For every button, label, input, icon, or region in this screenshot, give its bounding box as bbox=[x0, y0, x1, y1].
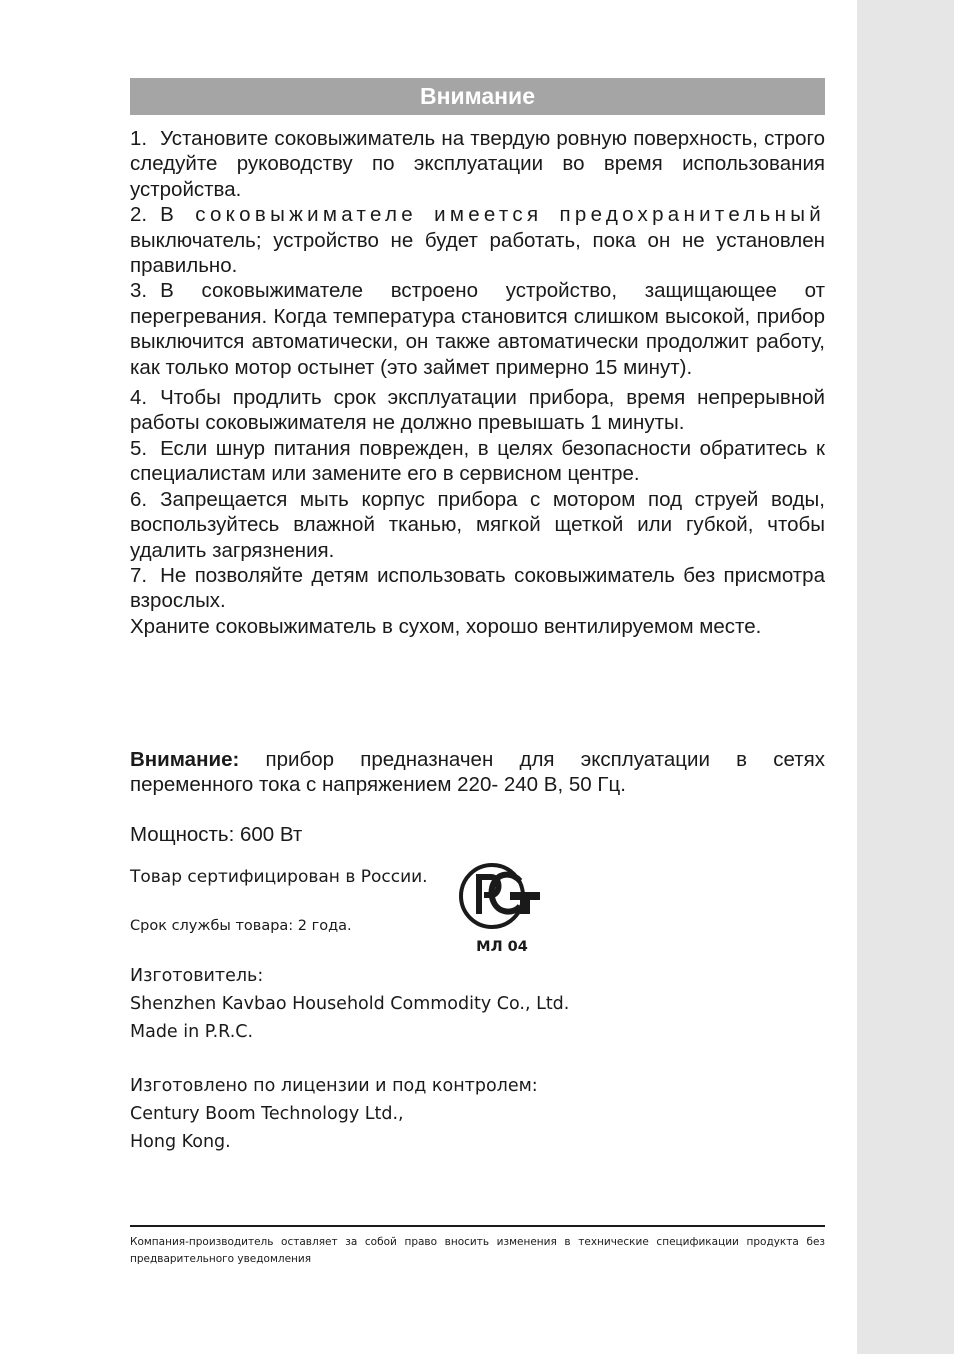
manufacturer-label: Изготовитель: bbox=[130, 966, 264, 986]
manufacturer-block bbox=[130, 962, 569, 1046]
item-text: Запрещается мыть корпус прибора с мотором под струей воды, воспользуйтесь влажной тканью, мягкой щеткой или губкой, чтобы удалить загрязнения. bbox=[130, 487, 825, 562]
item-number: 6. bbox=[130, 487, 148, 511]
license-block bbox=[130, 1072, 538, 1156]
list-item bbox=[130, 385, 825, 436]
certification-code: МЛ 04 bbox=[476, 939, 528, 955]
item-text: Установите соковыжиматель на твердую ровную поверхность, строго следуйте руководству по эксплуатации во время использования устройства. bbox=[130, 127, 825, 201]
warning-text: прибор предназначен для эксплуатации в сетях переменного тока с напряжением 220- 240 В, 50 Гц. bbox=[130, 748, 825, 797]
list-item bbox=[130, 563, 825, 614]
license-company: Century Boom Technology Ltd., bbox=[130, 1104, 404, 1124]
certification-text: Товар сертифицирован в России. bbox=[130, 867, 428, 887]
item-text: Не позволяйте детям использовать соковыжиматель без присмотра взрослых. bbox=[130, 563, 825, 613]
license-label: Изготовлено по лицензии и под контролем: bbox=[130, 1076, 538, 1096]
warning-label: Внимание: bbox=[130, 748, 240, 771]
item-number: 1. bbox=[130, 127, 148, 150]
item-text: выключатель; устройство не будет работать, пока он не установлен правильно. bbox=[130, 228, 825, 278]
manufacturer-name: Shenzhen Kavbao Household Commodity Co., Ltd. bbox=[130, 994, 570, 1014]
page-side-strip bbox=[857, 0, 954, 1354]
item-text-first-line: В соковыжимателе имеется предохранительный bbox=[160, 203, 825, 227]
item-text: Чтобы продлить срок эксплуатации прибора, время непрерывной работы соковыжимателя не должно превышать 1 минуты. bbox=[130, 386, 825, 435]
license-city: Hong Kong. bbox=[130, 1132, 231, 1152]
item-text: В соковыжимателе встроено устройство, защищающее от перегревания. Когда температура становится слишком высокой, прибор выключится автоматически, он также автоматически продолжит работу, как только мотор остынет (это займет примерно 15 минут). bbox=[130, 279, 825, 379]
section-title: Внимание bbox=[130, 78, 825, 115]
rst-certification-mark-icon bbox=[458, 862, 546, 934]
item-number: 5. bbox=[130, 436, 148, 460]
footer-disclaimer: Компания-производитель оставляет за собой право вносить изменения в технические спецификации продукта без предварительного уведомления bbox=[130, 1236, 825, 1265]
footer-divider bbox=[130, 1225, 825, 1227]
list-item bbox=[130, 487, 825, 563]
service-life-text: Срок службы товара: 2 года. bbox=[130, 918, 352, 934]
list-item bbox=[130, 202, 825, 278]
manufacturer-origin: Made in P.R.C. bbox=[130, 1022, 254, 1042]
item-number: 7. bbox=[130, 563, 148, 587]
item-number: 2. bbox=[130, 203, 148, 227]
voltage-warning bbox=[130, 747, 825, 798]
list-item bbox=[130, 436, 825, 487]
storage-note: Храните соковыжиматель в сухом, хорошо вентилируемом месте. bbox=[130, 614, 762, 638]
safety-list bbox=[130, 126, 825, 639]
list-item bbox=[130, 278, 825, 380]
item-text: Если шнур питания поврежден, в целях безопасности обратитесь к специалистам или замените его в сервисном центре. bbox=[130, 436, 825, 486]
list-item bbox=[130, 126, 825, 202]
item-number: 3. bbox=[130, 279, 148, 303]
power-rating: Мощность: 600 Вт bbox=[130, 823, 303, 846]
item-number: 4. bbox=[130, 386, 148, 410]
